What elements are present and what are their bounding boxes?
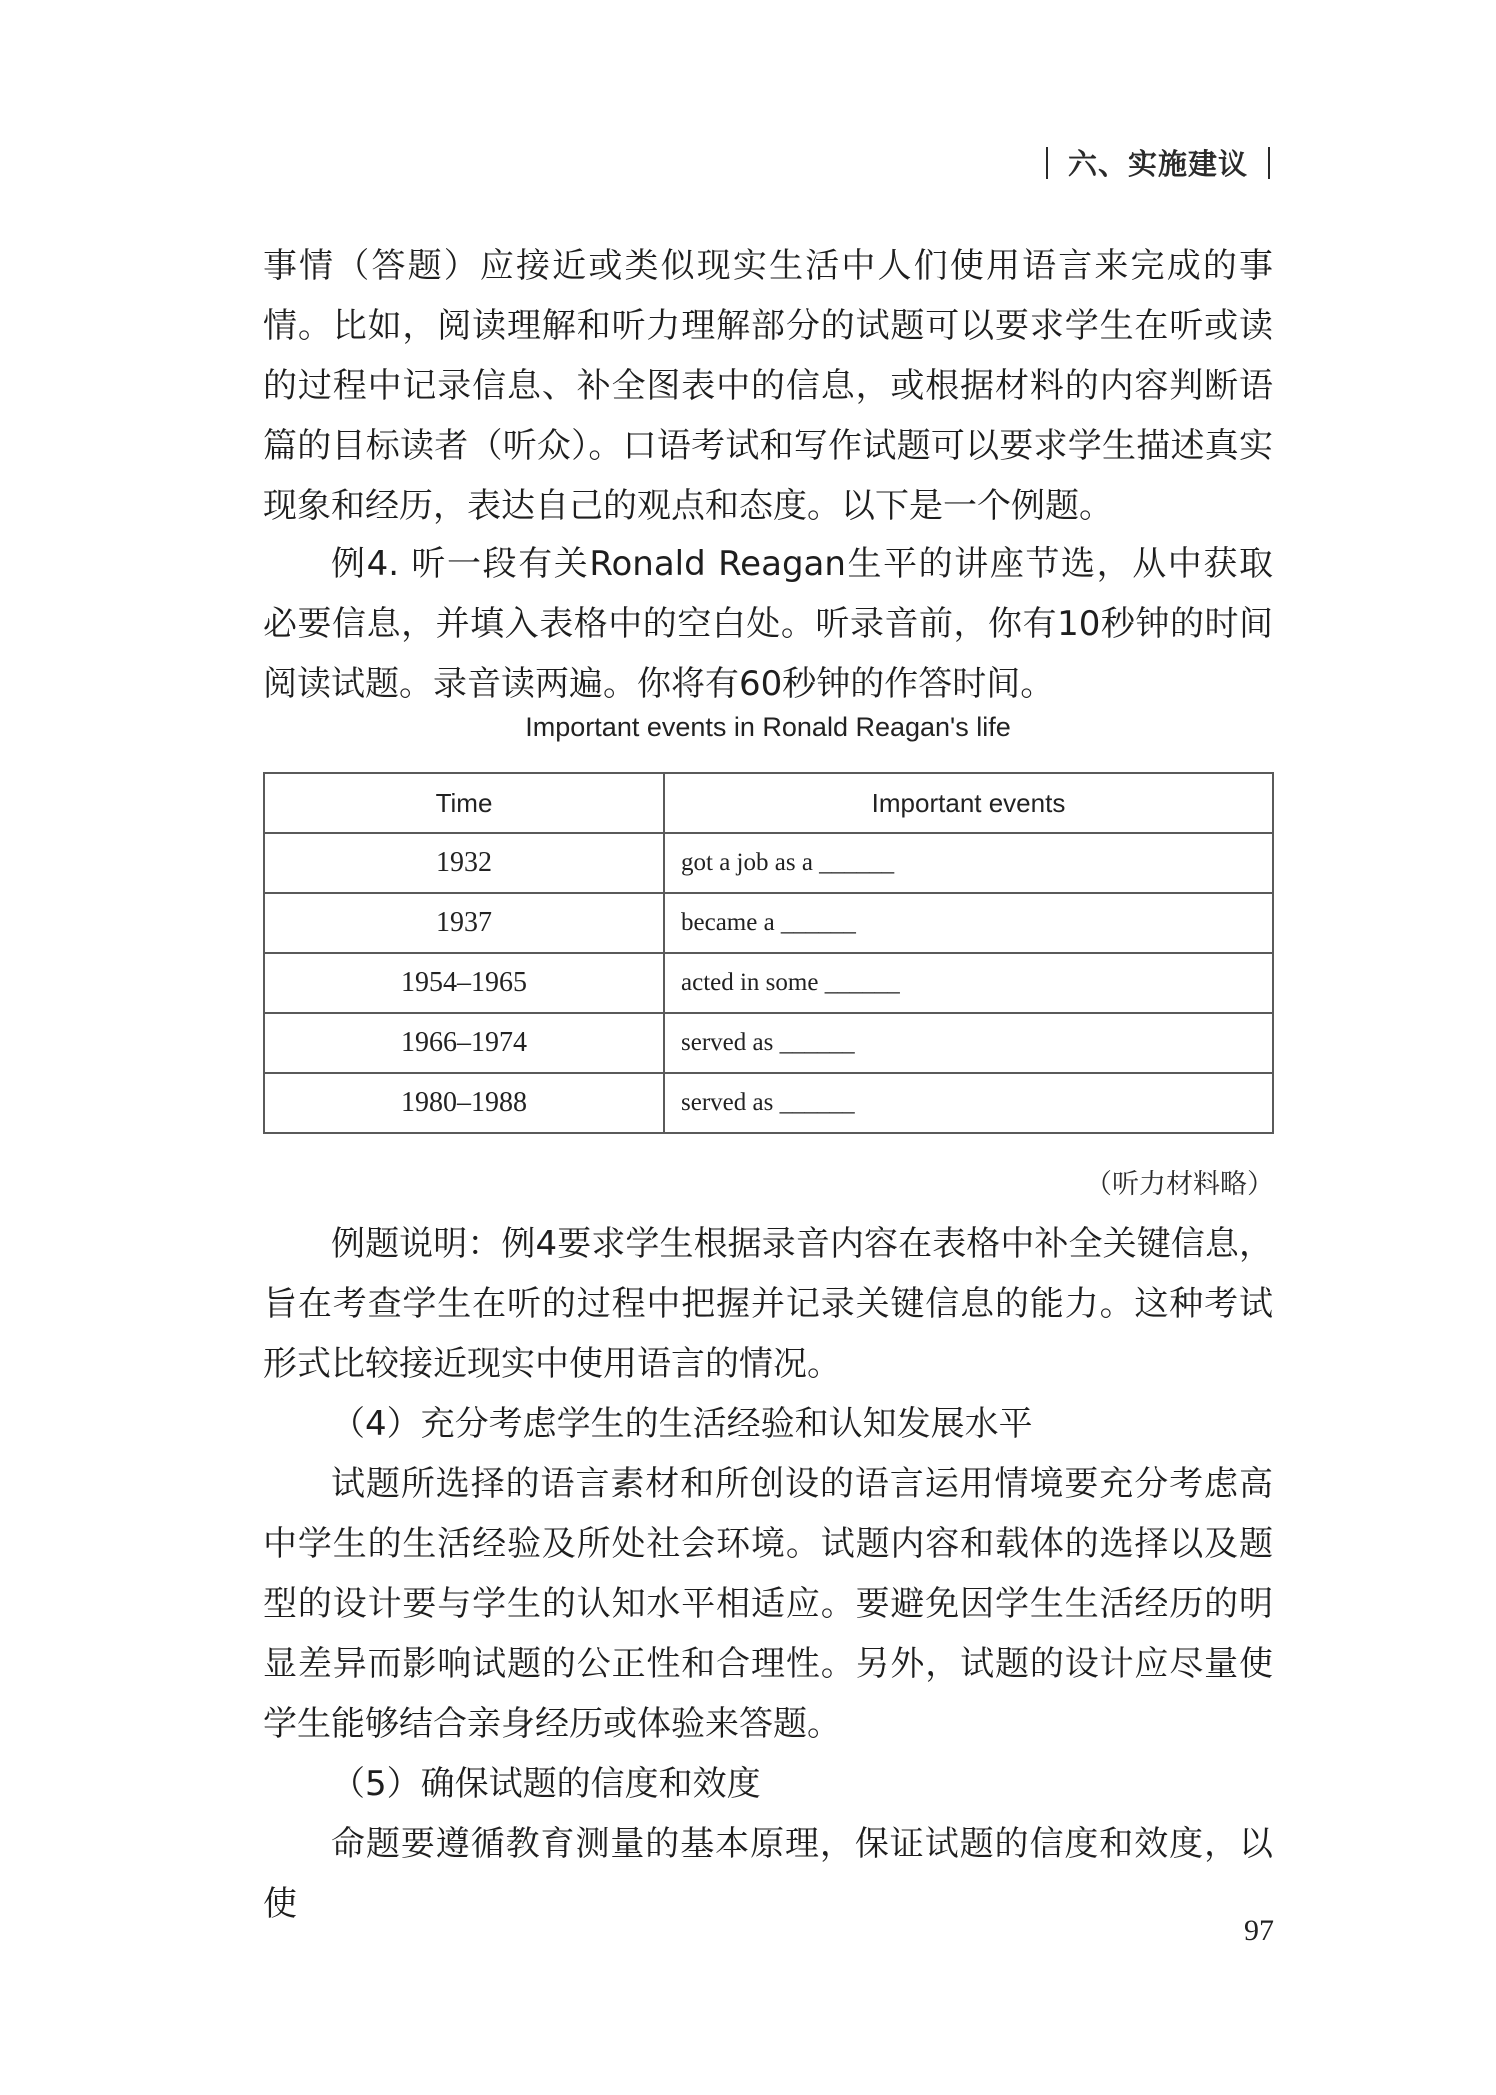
table-row [264,1013,1273,1073]
example-4-prompt: 例4. 听一段有关Ronald Reagan生平的讲座节选，从中获取必要信息，并填入表格中的空白处。听录音前，你有10秒钟的时间阅读试题。录音读两遍。你将有60秒钟的作答时间。 [263,544,1273,704]
body-paragraph-2 [263,534,1273,714]
page-number: 97 [1244,1914,1274,1947]
paragraph-text: 事情（答题）应接近或类似现实生活中人们使用语言来完成的事情。比如，阅读理解和听力理解部分的试题可以要求学生在听或读的过程中记录信息、补全图表中的信息，或根据材料的内容判断语篇的目标读者（听众）。口语考试和写作试题可以要求学生描述真实现象和经历，表达自己的观点和态度。以下是一个例题。 [263,246,1273,526]
body-paragraph-1 [263,236,1273,536]
time-cell: 1954–1965 [264,953,664,1013]
table-row [264,1073,1273,1133]
table-row [264,953,1273,1013]
source-note: （听力材料略） [1085,1169,1274,1200]
time-cell: 1980–1988 [264,1073,664,1133]
example-explanation: 例题说明：例4要求学生根据录音内容在表格中补全关键信息，旨在考查学生在听的过程中把握并记录关键信息的能力。这种考试形式比较接近现实中使用语言的情况。 [263,1224,1273,1384]
time-cell: 1932 [264,833,664,893]
body-paragraph-4: 命题要遵循教育测量的基本原理，保证试题的信度和效度，以使 [263,1824,1273,1924]
event-cell: acted in some ______ [664,953,1273,1013]
running-header [1046,142,1270,183]
event-cell: got a job as a ______ [664,833,1273,893]
events-table [263,772,1274,1134]
column-header-time: Time [264,773,664,833]
event-cell: served as ______ [664,1013,1273,1073]
header-right-rule [1268,147,1270,179]
event-cell: served as ______ [664,1073,1273,1133]
section-title: 六、实施建议 [1067,147,1248,181]
body-section-after-table [263,1214,1273,1934]
body-paragraph-3: 试题所选择的语言素材和所创设的语言运用情境要充分考虑高中学生的生活经验及所处社会环境。试题内容和载体的选择以及题型的设计要与学生的认知水平相适应。要避免因学生生活经历的明显差异而影响试题的公正性和合理性。另外，试题的设计应尽量使学生能够结合亲身经历或体验来答题。 [263,1464,1273,1744]
table-header-row [264,773,1273,833]
subheading-5: （5）确保试题的信度和效度 [331,1764,761,1804]
subheading-4: （4）充分考虑学生的生活经验和认知发展水平 [331,1404,1033,1444]
time-cell: 1937 [264,893,664,953]
table-caption: Important events in Ronald Reagan's life [525,712,1011,742]
header-left-rule [1046,147,1048,179]
time-cell: 1966–1974 [264,1013,664,1073]
table-row [264,833,1273,893]
table-row [264,893,1273,953]
column-header-events: Important events [664,773,1273,833]
event-cell: became a ______ [664,893,1273,953]
